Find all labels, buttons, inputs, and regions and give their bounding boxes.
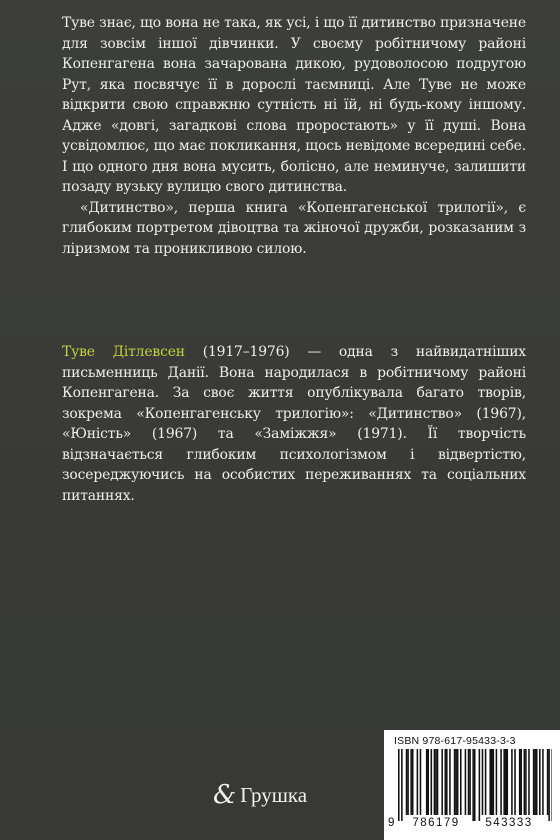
isbn-label: ISBN 978-617-95433-3-3 [394, 735, 516, 747]
barcode-digits-right: 543333 [485, 817, 533, 829]
barcode-digit-first: 9 [388, 817, 395, 829]
barcode-bars [392, 749, 552, 821]
barcode-digits-left: 786179 [412, 817, 460, 829]
author-bio [62, 342, 526, 506]
ampersand-icon: & [213, 780, 237, 810]
author-name: Туве Дітлевсен [62, 344, 185, 360]
blurb-paragraph-1: Туве знає, що вона не така, як усі, і що її дитинство призначене для зовсім іншої дівчинки. У своєму робітничому районі Копенгагена вона зачарована дикою, рудоволосою подругою Рут, яка посвячує її в дорослі таємниці. Але Туве не може відкрити свою справжню сутність ні їй, ні будь-кому іншому. Адже «довгі, загадкові слова проростають» у її душі. Вона усвідомлює, що має покликання, щось невідоме всередині себе. І що одного дня вона мусить, болісно, але неминуче, залишити позаду вузьку вулицю свого дитинства. [62, 15, 526, 195]
barcode-digits [388, 817, 558, 829]
isbn-barcode [384, 730, 560, 840]
publisher-name: Грушка [240, 782, 308, 807]
blurb-paragraph-2: «Дитинство», перша книга «Копенгагенської трилогії», є глибоким портретом дівоцтва та жіночої дружби, розказаним з ліризмом та проникливою силою. [62, 199, 526, 257]
book-blurb [62, 13, 526, 259]
publisher-logo [213, 780, 307, 810]
author-bio-text: (1917–1976) — одна з найвидатніших письменниць Данії. Вона народилася в робітничому районі Копенгагена. За своє життя опублікувала багато творів, зокрема «Копенгагенську трилогію»: «Дитинство» (1967), «Юність» (1967) та «Заміжжя» (1971). Її творчість відзначається глибоким психологізмом і відвертістю, зосереджуючись на особистих переживаннях та соціальних питаннях. [62, 344, 526, 504]
